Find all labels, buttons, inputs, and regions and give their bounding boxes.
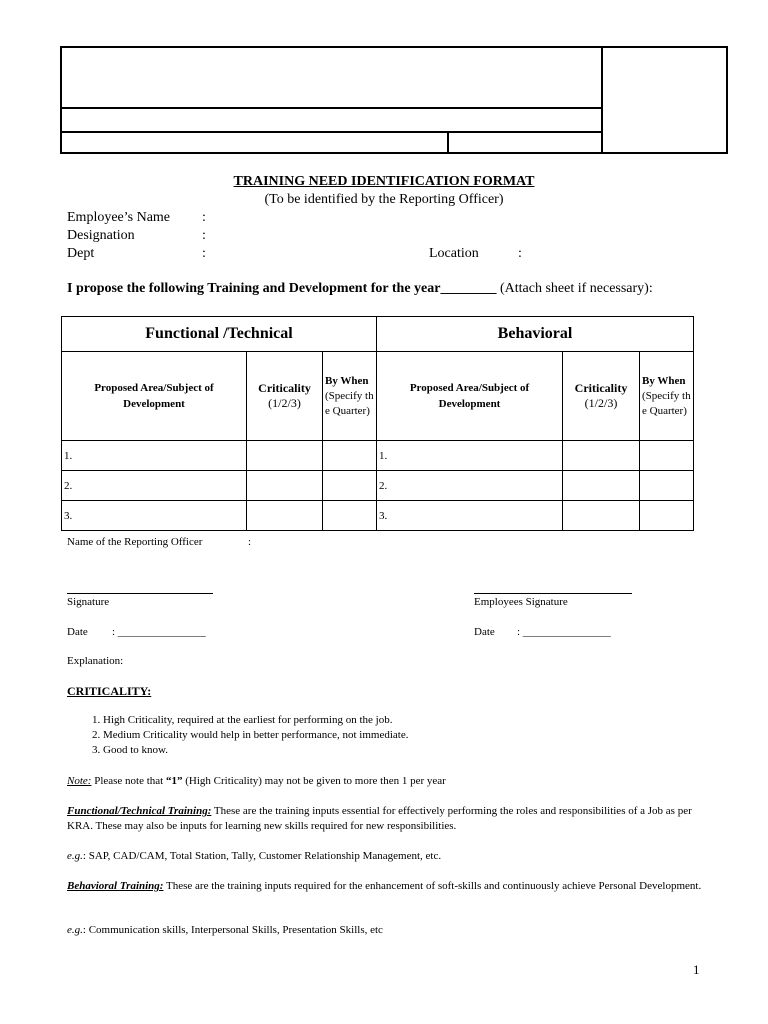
- behavioral-by-when-cell[interactable]: [640, 501, 694, 531]
- dept-label: Dept: [67, 246, 95, 261]
- page-title: TRAINING NEED IDENTIFICATION FORMAT: [233, 174, 535, 189]
- header-divider-1: [60, 107, 603, 109]
- functional-training-text: These are the training inputs essential for effectively performing the roles and responsibilities of a Job as per KRA. These may also be inputs for learning new skills required for new responsibilities.: [67, 805, 692, 832]
- proposal-bold-text: I propose the following Training and Development for the year________: [67, 281, 497, 296]
- behavioral-training-text: These are the training inputs required for the enhancement of soft-skills and continuously achieve Personal Development.: [163, 880, 702, 892]
- behavioral-by-when-cell[interactable]: [640, 441, 694, 471]
- note-text-before: Please note that: [91, 775, 166, 787]
- behavioral-by-when-header: [640, 352, 694, 441]
- explanation-label: Explanation:: [67, 655, 124, 667]
- signature-label: Signature: [67, 596, 110, 608]
- proposal-line: [67, 281, 653, 297]
- criticality-values: (1/2/3): [268, 396, 301, 410]
- header-box: [60, 46, 728, 154]
- employee-date-line: : ________________: [517, 626, 611, 638]
- functional-row-number[interactable]: 3.: [62, 501, 247, 531]
- functional-example-label: e.g.: [67, 850, 83, 862]
- criticality-title: Criticality: [258, 381, 311, 395]
- behavioral-training-label: Behavioral Training:: [67, 880, 164, 892]
- behavioral-criticality-cell[interactable]: [563, 441, 640, 471]
- note-label: Note:: [67, 775, 92, 787]
- by-when-bold: By When: [325, 374, 369, 387]
- functional-row-number[interactable]: 2.: [62, 471, 247, 501]
- location-colon: :: [518, 246, 522, 261]
- behavioral-header: Behavioral: [377, 317, 694, 352]
- behavioral-criticality-cell[interactable]: [563, 471, 640, 501]
- functional-by-when-cell[interactable]: [323, 471, 377, 501]
- table-row: [62, 471, 694, 501]
- behavioral-row-number[interactable]: 3.: [377, 501, 563, 531]
- functional-example-text: : SAP, CAD/CAM, Total Station, Tally, Customer Relationship Management, etc.: [82, 850, 442, 862]
- note-text-after: (High Criticality) may not be given to more then 1 per year: [182, 775, 446, 787]
- reporting-officer-label: Name of the Reporting Officer: [67, 536, 203, 548]
- behavioral-criticality-cell[interactable]: [563, 501, 640, 531]
- behavioral-example-label: e.g.: [67, 924, 83, 936]
- behavioral-example-text: : Communication skills, Interpersonal Skills, Presentation Skills, etc: [82, 924, 383, 936]
- designation-label: Designation: [67, 228, 135, 243]
- functional-example-paragraph: [67, 849, 707, 864]
- functional-criticality-header: [247, 352, 323, 441]
- behavioral-row-number[interactable]: 1.: [377, 441, 563, 471]
- functional-area-header: Proposed Area/Subject of Development: [62, 352, 247, 441]
- functional-row-number[interactable]: 1.: [62, 441, 247, 471]
- criticality-values: (1/2/3): [584, 396, 618, 410]
- by-when-rest: (Specify the Quarter): [325, 389, 374, 417]
- criticality-list: [67, 713, 703, 758]
- employee-name-label: Employee’s Name: [67, 210, 171, 225]
- criticality-title: Criticality: [574, 381, 628, 395]
- table-row: [62, 441, 694, 471]
- by-when-rest: (Specify the Quarter): [642, 389, 691, 417]
- list-item: 3. Good to know.: [103, 743, 703, 758]
- employee-signature-label: Employees Signature: [474, 596, 568, 608]
- note-highlight: “1”: [166, 775, 183, 787]
- header-divider-small: [447, 131, 449, 154]
- behavioral-example-paragraph: [67, 923, 707, 938]
- behavioral-criticality-header: [563, 352, 640, 441]
- employee-date-label: Date: [474, 626, 495, 638]
- reporting-officer-colon: :: [248, 536, 252, 548]
- header-divider-vertical: [601, 46, 603, 154]
- behavioral-area-header: Proposed Area/Subject of Development: [377, 352, 563, 441]
- functional-criticality-cell[interactable]: [247, 471, 323, 501]
- employee-signature-line: [474, 593, 632, 594]
- functional-by-when-header: [323, 352, 377, 441]
- functional-criticality-cell[interactable]: [247, 501, 323, 531]
- table-row: [62, 501, 694, 531]
- page-subtitle: (To be identified by the Reporting Officer): [264, 192, 504, 207]
- header-divider-2: [60, 131, 603, 133]
- list-item: 2. Medium Criticality would help in better performance, not immediate.: [103, 728, 703, 743]
- by-when-bold: By When: [642, 374, 686, 387]
- functional-by-when-cell[interactable]: [323, 501, 377, 531]
- designation-colon: :: [202, 228, 206, 243]
- page-number: 1: [693, 962, 700, 977]
- dept-colon: :: [202, 246, 206, 261]
- date-label: Date: [67, 626, 88, 638]
- signature-line: [67, 593, 213, 594]
- functional-header: Functional /Technical: [62, 317, 377, 352]
- functional-training-paragraph: [67, 804, 707, 834]
- employee-name-colon: :: [202, 210, 206, 225]
- list-item: 1. High Criticality, required at the earliest for performing on the job.: [103, 713, 703, 728]
- functional-training-label: Functional/Technical Training:: [67, 805, 212, 817]
- behavioral-by-when-cell[interactable]: [640, 471, 694, 501]
- note-paragraph: [67, 774, 707, 789]
- location-label: Location: [429, 246, 479, 261]
- date-line: : ________________: [112, 626, 206, 638]
- behavioral-row-number[interactable]: 2.: [377, 471, 563, 501]
- proposal-normal-text: (Attach sheet if necessary):: [496, 281, 653, 296]
- training-table: [61, 316, 694, 531]
- functional-by-when-cell[interactable]: [323, 441, 377, 471]
- behavioral-training-paragraph: [67, 879, 707, 894]
- functional-criticality-cell[interactable]: [247, 441, 323, 471]
- criticality-heading: CRITICALITY:: [67, 684, 152, 698]
